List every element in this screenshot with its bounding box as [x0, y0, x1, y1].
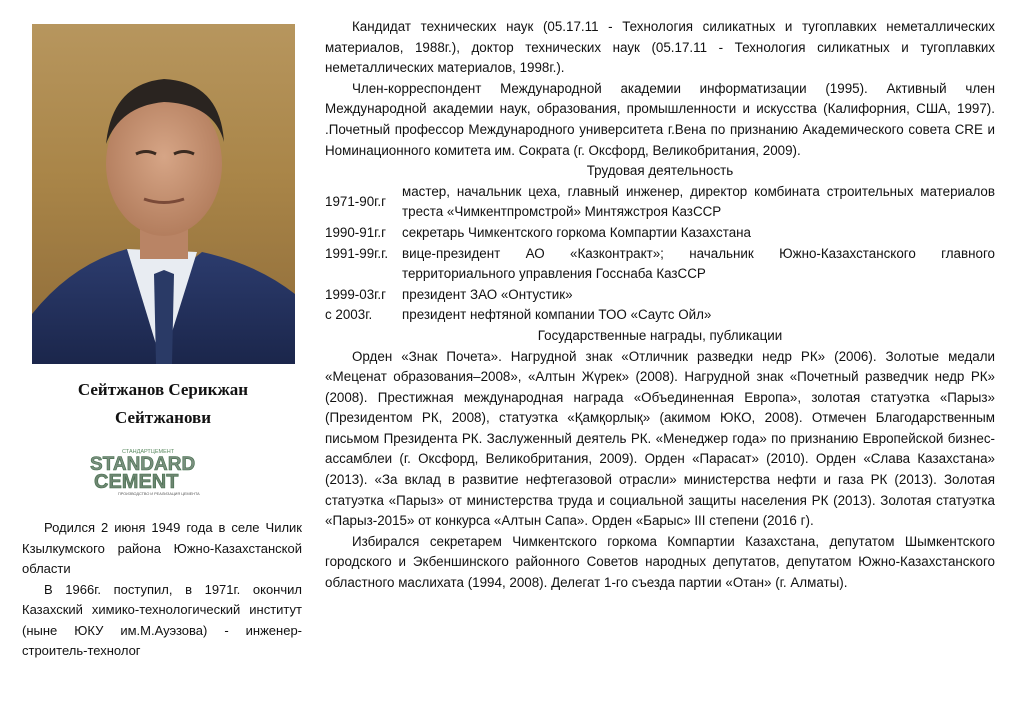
career-row — [325, 182, 995, 223]
career-description: вице-президент АО «Казконтракт»; начальник Южно-Казахстанского главного территориального управления Госснаба КазССР — [402, 245, 995, 282]
career-description: президент нефтяной компании ТОО «Саутс Ойл» — [402, 307, 712, 323]
details-column — [325, 17, 995, 594]
career-years: 1991-99г.г. — [325, 245, 389, 261]
awards-heading: Государственные награды, публикации — [537, 327, 783, 343]
logo-word-standard: STANDARD — [90, 454, 196, 475]
career-description: секретарь Чимкентского горкома Компартии Казахстана — [402, 224, 752, 240]
career-years: 1999-03г.г — [325, 286, 386, 302]
portrait-illustration — [32, 24, 295, 364]
career-years: с 2003г. — [325, 307, 373, 323]
logo-word-cement: CEMENT — [94, 471, 179, 493]
career-heading: Трудовая деятельность — [586, 163, 734, 179]
person-name-line2: Сейтжанови — [114, 408, 212, 427]
portrait-photo — [32, 24, 295, 364]
bio-paragraph-education: В 1966г. поступил, в 1971г. окончил Казахский химико-технологический институт (ныне ЮКУ им.М.Ауэзова) - инженер-строитель-технолог — [22, 581, 302, 658]
standard-cement-logo — [88, 446, 240, 496]
awards-paragraph: Орден «Знак Почета». Нагрудной знак «Отличник разведки недр РК» (2006). Золотые медали «Меценат образования–2008», «Алтын Жүрек» (2008). Нагрудной знак «Почетный разведчик недр РК» (2008). Престижная международная награда «Объединенная Европа», золотая статуэтка «Парыз» (Президентом РК, 2008), статуэтка «Қамқорлық» (акимом ЮКО, 2008). Отмечен Благодарственным письмом Президента РК. Заслуженный деятель РК. «Менеджер года» по признанию Европейской бизнес-ассамблеи (г. Оксфорд, Великобритания, 2009). Орден «Парасат» (2010). Орден «Слава Казахстана» (2013). «За вклад в развитие нефтегазовой отрасли» министерства нефти и газа РК (2013). Золотая статуэтка «Парыз» от министерства труда и социальной защиты населения РК (2013). Золотая статуэтка «Парыз-2015» от конкурса «Алтын Сапа». Орден «Барыс» III степени (2016 г). — [325, 348, 995, 529]
career-row — [325, 223, 995, 244]
career-list — [325, 182, 995, 326]
bio-paragraph-birth: Родился 2 июня 1949 года в селе Чилик Кзылкумского района Южно-Казахстанской области — [22, 520, 302, 576]
career-row — [325, 285, 995, 306]
person-name-line1: Сейтжанов Серикжан — [77, 380, 249, 399]
career-description: президент ЗАО «Онтустик» — [402, 286, 573, 302]
career-row — [325, 244, 995, 285]
intro-paragraph-degrees: Кандидат технических наук (05.17.11 - Технология силикатных и тугоплавких неметаллических материалов, 1988г.), доктор технических наук (05.17.11 - Технология силикатных и тугоплавких неметаллических материалов, 1998г.). — [325, 19, 995, 76]
career-years: 1971-90г.г — [325, 194, 386, 210]
logo-top-text: СТАНДАРТЦЕМЕНТ — [122, 449, 175, 455]
career-description: мастер, начальник цеха, главный инженер, директор комбината строительных материалов треста «Чимкентпромстрой» Минтяжстроя КазССР — [402, 183, 995, 220]
biography — [22, 518, 302, 662]
person-name — [22, 376, 304, 432]
career-years: 1990-91г.г — [325, 224, 386, 240]
logo-tagline: ПРОИЗВОДСТВО И РЕАЛИЗАЦИЯ ЦЕМЕНТА — [118, 492, 200, 496]
closing-paragraph: Избирался секретарем Чимкентского горкома Компартии Казахстана, депутатом Шымкентского городского и Экбеншинского районного Советов народных депутатов, депутатом Южно-Казахстанского областного маслихата (1994, 2008). Делегат 1-го съезда партии «Отан» (г. Алматы). — [325, 533, 995, 591]
intro-paragraph-academies: Член-корреспондент Международной академии информатизации (1995). Активный член Международной академии наук, образования, промышленности и искусства (Калифорния, США, 1997). .Почетный профессор Международного университета г.Вена по признанию Академического совета CRE и Номинационного комитета им. Сократа (г. Оксфорд, Великобритания, 2009). — [325, 80, 995, 158]
career-row — [325, 305, 995, 326]
